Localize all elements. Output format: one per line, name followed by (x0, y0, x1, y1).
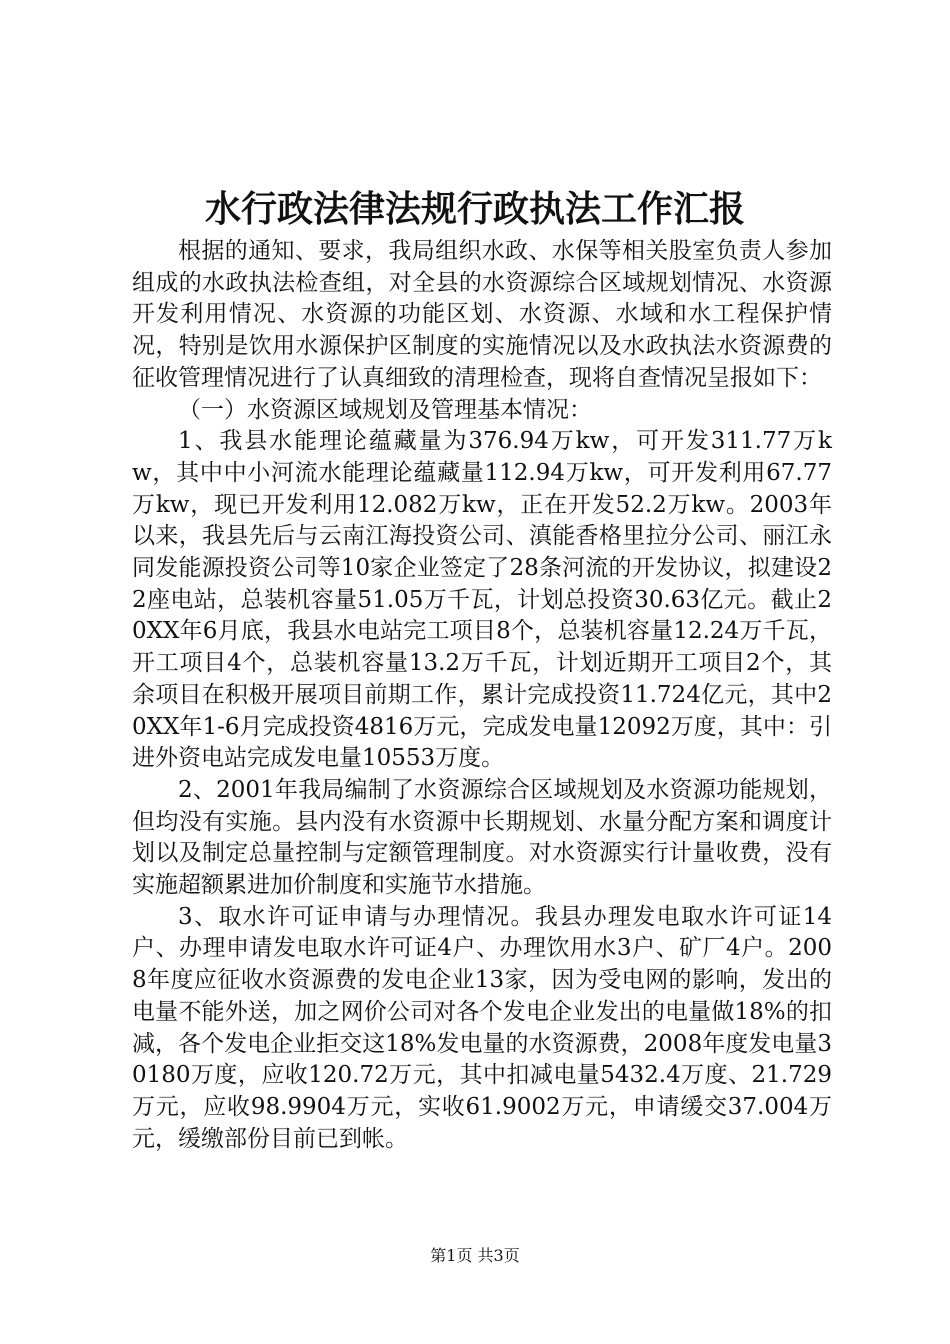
document-body (132, 236, 832, 1155)
section-heading: （一）水资源区域规划及管理基本情况： (178, 396, 592, 423)
document-title: 水行政法律法规行政执法工作汇报 (204, 188, 745, 230)
paragraph-intro: 根据的通知、要求，我局组织水政、水保等相关股室负责人参加组成的水政执法检查组，对全县的水资源综合区域规划情况、水资源开发利用情况、水资源的功能区划、水资源、水域和水工程保护情况，特别是饮用水源保护区制度的实施情况以及水政执法水资源费的征收管理情况进行了认真细致的清理检查，现将自查情况呈报如下： (132, 238, 832, 391)
paragraph-item-3: 3、取水许可证申请与办理情况。我县办理发电取水许可证14户、办理申请发电取水许可证4户、办理饮用水3户、矿厂4户。2008年度应征收水资源费的发电企业13家，因为受电网的影响，发出的电量不能外送，加之网价公司对各个发电企业发出的电量做18%的扣减，各个发电企业拒交这18%发电量的水资源费，2008年度发电量30180万度，应收120.72万元，其中扣减电量5432.4万度、21.729万元，应收98.9904万元，实收61.9002万元，申请缓交37.004万元，缓缴部份目前已到帐。 (132, 903, 832, 1152)
paragraph-item-1: 1、我县水能理论蕴藏量为376.94万kw，可开发311.77万kw，其中中小河流水能理论蕴藏量112.94万kw，可开发利用67.77万kw，现已开发利用12.082万kw，正在开发52.2万kw。2003年以来，我县先后与云南江海投资公司、滇能香格里拉分公司、丽江永同发能源投资公司等10家企业签定了28条河流的开发协议，拟建设22座电站，总装机容量51.05万千瓦，计划总投资30.63亿元。截止20XX年6月底，我县水电站完工项目8个，总装机容量12.24万千瓦，开工项目4个，总装机容量13.2万千瓦，计划近期开工项目2个，其余项目在积极开展项目前期工作，累计完成投资11.724亿元，其中20XX年1-6月完成投资4816万元，完成发电量12092万度，其中：引进外资电站完成发电量10553万度。 (132, 428, 832, 772)
paragraph-item-2: 2、2001年我局编制了水资源综合区域规划及水资源功能规划，但均没有实施。县内没有水资源中长期规划、水量分配方案和调度计划以及制定总量控制与定额管理制度。对水资源实行计量收费，没有实施超额累进加价制度和实施节水措施。 (132, 776, 832, 899)
page-footer: 第1页 共3页 (430, 1246, 520, 1265)
